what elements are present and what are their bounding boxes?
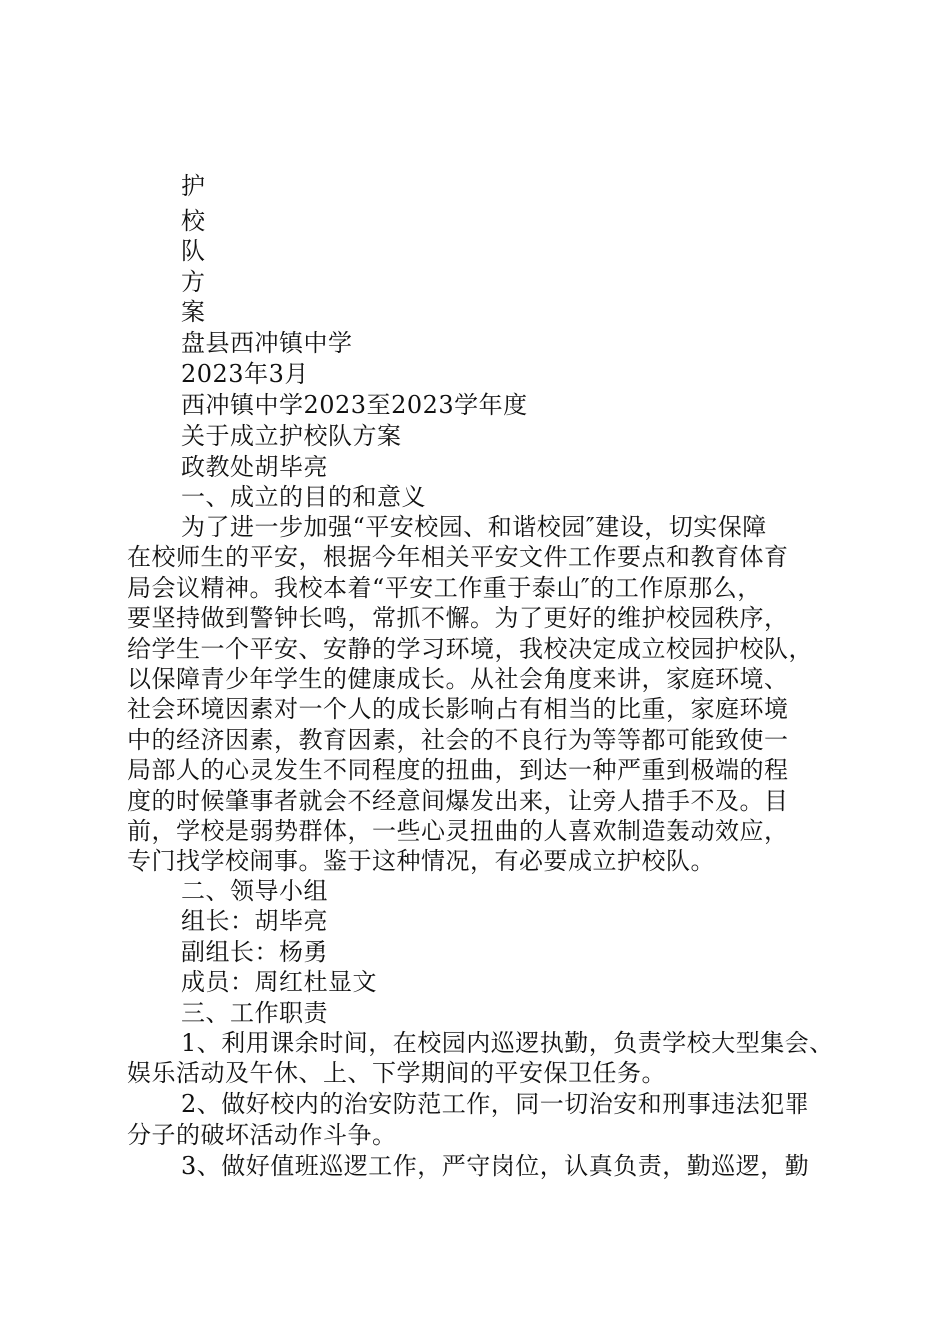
deputy-leader-line: 副组长：杨勇 <box>181 938 328 966</box>
paragraph-line: 社会环境因素对一个人的成长影响占有相当的比重，家庭环境 <box>127 695 789 723</box>
title-char: 案 <box>181 298 206 326</box>
school-name: 盘县西冲镇中学 <box>181 329 353 357</box>
duty-item-2: 2、做好校内的治安防范工作，同一切治安和刑事违法犯罪 <box>181 1090 810 1118</box>
title-char: 校 <box>181 207 206 235</box>
paragraph-line: 局会议精神。我校本着“平安工作重于泰山″的工作原那么， <box>127 574 762 602</box>
paragraph-line: 给学生一个平安、安静的学习环境，我校决定成立校园护校队， <box>127 635 813 663</box>
document-subtitle: 关于成立护校队方案 <box>181 422 402 450</box>
paragraph-line: 以保障青少年学生的健康成长。从社会角度来讲，家庭环境、 <box>127 665 789 693</box>
duty-item-1: 1、利用课余时间，在校园内巡逻执勤，负责学校大型集会、 <box>181 1029 834 1057</box>
section-heading-1: 一、成立的目的和意义 <box>181 483 426 511</box>
section-heading-2: 二、领导小组 <box>181 877 328 905</box>
paragraph-line: 局部人的心灵发生不同程度的扭曲，到达一种严重到极端的程 <box>127 756 789 784</box>
paragraph-line: 专门找学校闹事。鉴于这种情况，有必要成立护校队。 <box>127 847 715 875</box>
duty-item-1-continued: 娱乐活动及午休、上、下学期间的平安保卫任务。 <box>127 1059 666 1087</box>
paragraph-line: 中的经济因素，教育因素，社会的不良行为等等都可能致使一 <box>127 726 789 754</box>
paragraph-line: 前，学校是弱势群体，一些心灵扭曲的人喜欢制造轰动效应， <box>127 817 789 845</box>
paragraph-line: 为了进一步加强“平安校园、和谐校园″建设，切实保障 <box>181 513 767 541</box>
paragraph-line: 度的时候肇事者就会不经意间爆发出来，让旁人措手不及。目 <box>127 787 789 815</box>
author: 政教处胡毕亮 <box>181 453 328 481</box>
duty-item-3: 3、做好值班巡逻工作，严守岗位，认真负责，勤巡逻，勤 <box>181 1152 810 1180</box>
duty-item-2-continued: 分子的破坏活动作斗争。 <box>127 1121 397 1149</box>
paragraph-line: 在校师生的平安，根据今年相关平安文件工作要点和教育体育 <box>127 543 789 571</box>
members-line: 成员：周红杜显文 <box>181 968 377 996</box>
document-date: 2023年3月 <box>181 360 309 388</box>
title-char: 队 <box>181 237 206 265</box>
paragraph-line: 要坚持做到警钟长鸣，常抓不懈。为了更好的维护校园秩序， <box>127 604 789 632</box>
section-heading-3: 三、工作职责 <box>181 999 328 1027</box>
school-year: 西冲镇中学2023至2023学年度 <box>181 391 528 419</box>
title-char: 方 <box>181 268 206 296</box>
leader-line: 组长：胡毕亮 <box>181 907 328 935</box>
title-char: 护 <box>181 172 206 200</box>
